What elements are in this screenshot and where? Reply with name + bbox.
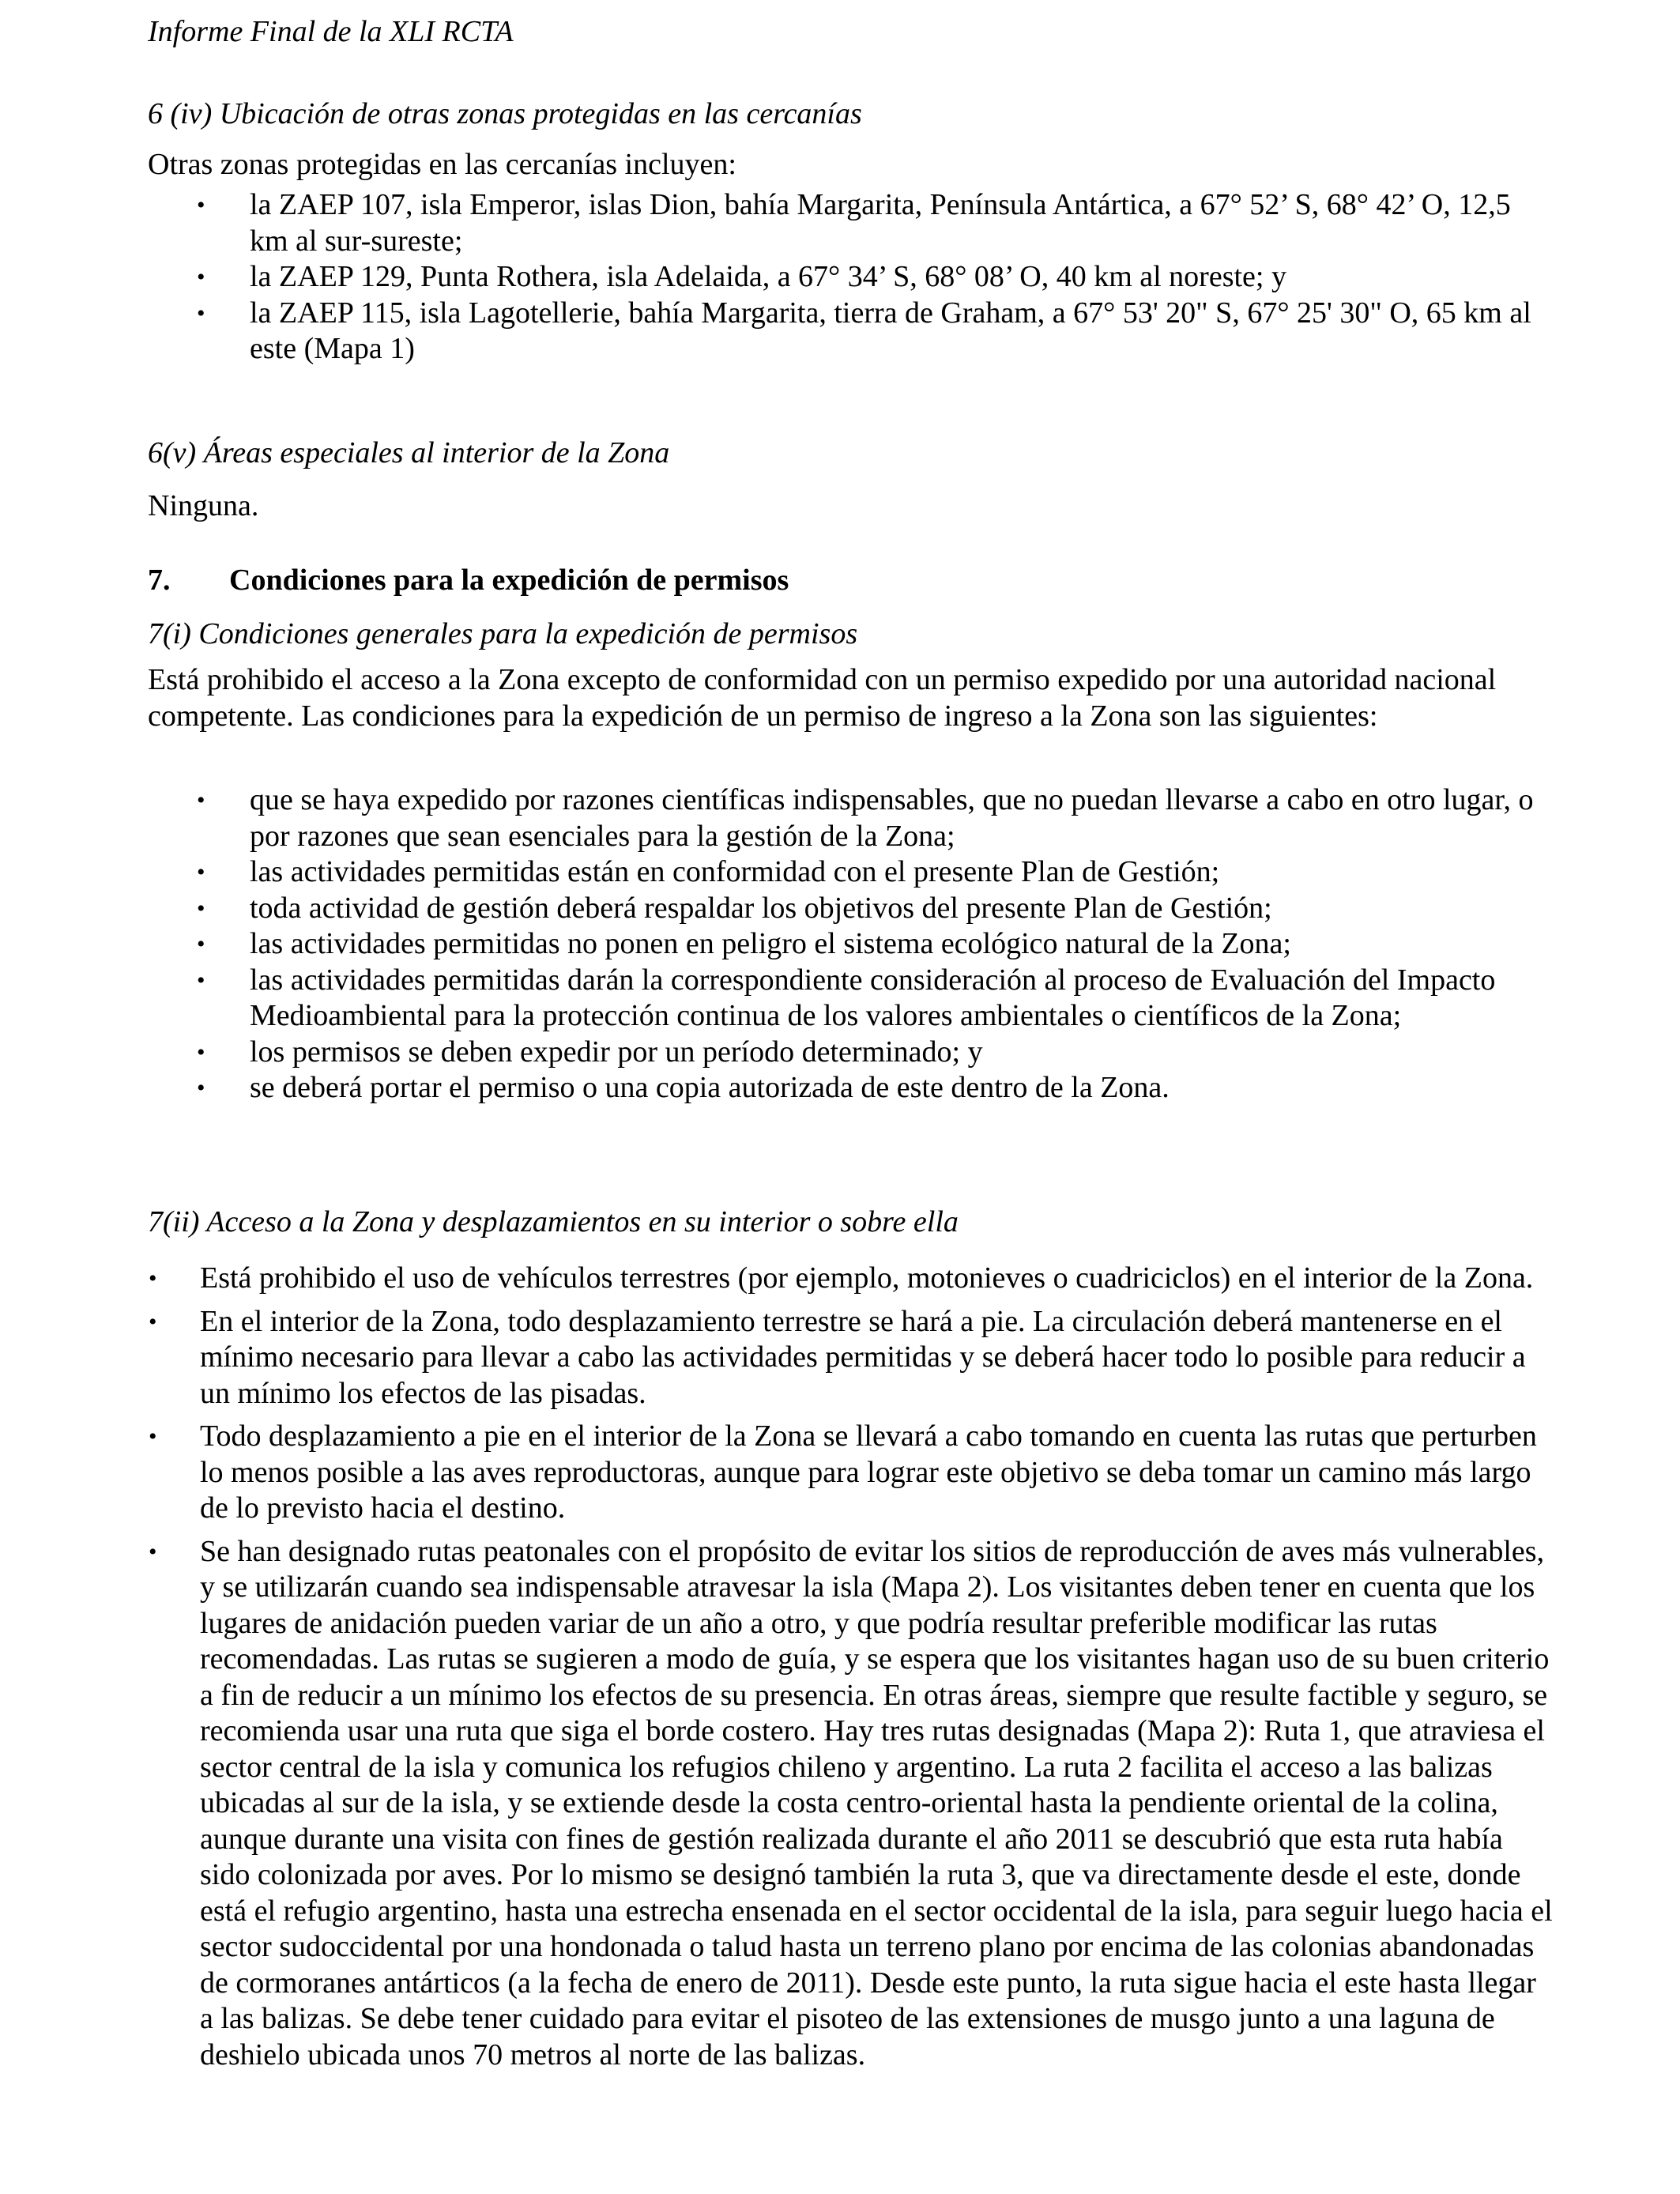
- list-item: [148, 296, 1554, 368]
- list-item-text: En el interior de la Zona, todo desplazamiento terrestre se hará a pie. La circulación deberá mantenerse en el mínimo necesario para llevar a cabo las actividades permitidas y se deberá hacer todo lo posible para reducir a un mínimo los efectos de las pisadas.: [200, 1304, 1526, 1410]
- list-item: [145, 1261, 1554, 1297]
- bullet-dot-icon: •: [197, 859, 205, 885]
- list-item-text: que se haya expedido por razones científicas indispensables, que no puedan llevarse a cabo en otro lugar, o por razones que sean esenciales para la gestión de la Zona;: [250, 783, 1534, 853]
- text-6v: Ninguna.: [148, 489, 259, 522]
- heading-6v: 6(v) Áreas especiales al interior de la Zona: [148, 436, 670, 469]
- list-item-text: los permisos se deben expedir por un período determinado; y: [250, 1035, 983, 1069]
- list-item: [148, 891, 1554, 927]
- bullet-dot-icon: •: [149, 1308, 157, 1335]
- section-number: 7.: [148, 564, 171, 597]
- bullet-dot-icon: •: [197, 787, 205, 813]
- heading-7i: 7(i) Condiciones generales para la expedición de permisos: [148, 617, 858, 650]
- list-7ii: [145, 1261, 1554, 2080]
- list-item: [148, 926, 1554, 963]
- list-item: [145, 1419, 1554, 1527]
- list-item-text: Todo desplazamiento a pie en el interior de la Zona se llevará a cabo tomando en cuenta las rutas que perturben lo menos posible a las aves reproductoras, aunque para lograr este objetivo se deba tomar un camino más largo de lo previsto hacia el destino.: [200, 1419, 1537, 1525]
- bullet-dot-icon: •: [197, 931, 205, 957]
- list-item-text: las actividades permitidas están en conformidad con el presente Plan de Gestión;: [250, 855, 1220, 888]
- list-item-text: Está prohibido el uso de vehículos terrestres (por ejemplo, motonieves o cuadriciclos) en el interior de la Zona.: [200, 1261, 1534, 1295]
- list-item: [148, 1035, 1554, 1071]
- list-item: [148, 854, 1554, 891]
- list-item: [148, 963, 1554, 1035]
- bullet-dot-icon: •: [149, 1423, 157, 1449]
- list-item: [145, 1534, 1554, 2074]
- section-title: Condiciones para la expedición de permisos: [229, 564, 789, 597]
- list-item-text: las actividades permitidas no ponen en peligro el sistema ecológico natural de la Zona;: [250, 927, 1291, 960]
- list-item-text: se deberá portar el permiso o una copia autorizada de este dentro de la Zona.: [250, 1071, 1170, 1104]
- intro-7i: Está prohibido el acceso a la Zona excepto de conformidad con un permiso expedido por una autoridad nacional competente. Las condiciones para la expedición de un permiso de ingreso a la Zona son las siguientes:: [148, 663, 1497, 733]
- list-item-text: la ZAEP 107, isla Emperor, islas Dion, bahía Margarita, Península Antártica, a 67° 52’ S, 68° 42’ O, 12,5 km al sur-sureste;: [250, 188, 1511, 258]
- intro-6iv: Otras zonas protegidas en las cercanías incluyen:: [148, 148, 736, 181]
- bullet-dot-icon: •: [197, 1039, 205, 1065]
- bullet-dot-icon: •: [197, 300, 205, 326]
- bullet-dot-icon: •: [197, 1075, 205, 1101]
- heading-6iv: 6 (iv) Ubicación de otras zonas protegidas en las cercanías: [148, 97, 862, 130]
- bullet-dot-icon: •: [149, 1265, 157, 1291]
- bullet-dot-icon: •: [197, 264, 205, 290]
- list-item-text: las actividades permitidas darán la correspondiente consideración al proceso de Evaluación del Impacto Medioambiental para la protección continua de los valores ambientales o científicos de la Zona;: [250, 963, 1496, 1032]
- list-item: [148, 1070, 1554, 1106]
- bullet-dot-icon: •: [197, 895, 205, 922]
- heading-7ii: 7(ii) Acceso a la Zona y desplazamientos en su interior o sobre ella: [148, 1205, 959, 1238]
- list-item-text: Se han designado rutas peatonales con el propósito de evitar los sitios de reproducción de aves más vulnerables, y se utilizarán cuando sea indispensable atravesar la isla (Mapa 2). Los visitantes deben tener en cuenta que los lugares de anidación pueden variar de un año a otro, y que podría resultar preferible modificar las rutas recomendadas. Las rutas se sugieren a modo de guía, y se espera que los visitantes hagan uso de su buen criterio a fin de reducir a un mínimo los efectos de su presencia. En otras áreas, siempre que resulte factible y seguro, se recomienda usar una ruta que siga el borde costero. Hay tres rutas designadas (Mapa 2): Ruta 1, que atraviesa el sector central de la isla y comunica los refugios chileno y argentino. La ruta 2 facilita el acceso a las balizas ubicadas al sur de la isla, y se extiende desde la costa centro-oriental hasta la pendiente oriental de la colina, aunque durante una visita con fines de gestión realizada durante el año 2011 se descubrió que esta ruta había sido colonizada por aves. Por lo mismo se designó también la ruta 3, que va directamente desde el este, donde está el refugio argentino, hasta una estrecha ensenada en el sector occidental de la isla, para seguir luego hacia el sector sudoccidental por una hondonada o talud hasta un terreno plano por encima de las colonias abandonadas de cormoranes antárticos (a la fecha de enero de 2011). Desde este punto, la ruta sigue hacia el este hasta llegar a las balizas. Se debe tener cuidado para evitar el pisoteo de las extensiones de musgo junto a una laguna de deshielo ubicada unos 70 metros al norte de las balizas.: [200, 1534, 1553, 2071]
- list-item-text: la ZAEP 115, isla Lagotellerie, bahía Margarita, tierra de Graham, a 67° 53' 20" S, 67° 25' 30" O, 65 km al este (Mapa 1): [250, 296, 1531, 365]
- running-header: Informe Final de la XLI RCTA: [148, 15, 514, 48]
- list-item: [145, 1304, 1554, 1412]
- bullet-dot-icon: •: [197, 192, 205, 218]
- bullet-dot-icon: •: [197, 967, 205, 993]
- list-item-text: la ZAEP 129, Punta Rothera, isla Adelaida, a 67° 34’ S, 68° 08’ O, 40 km al noreste; y: [250, 260, 1286, 293]
- list-item-text: toda actividad de gestión deberá respaldar los objetivos del presente Plan de Gestión;: [250, 891, 1272, 925]
- list-item: [148, 782, 1554, 854]
- list-6iv: [148, 187, 1554, 368]
- heading-7: [148, 560, 789, 601]
- list-item: [148, 187, 1554, 259]
- bullet-dot-icon: •: [149, 1538, 157, 1565]
- list-item: [148, 259, 1554, 296]
- list-7i: [148, 782, 1554, 1106]
